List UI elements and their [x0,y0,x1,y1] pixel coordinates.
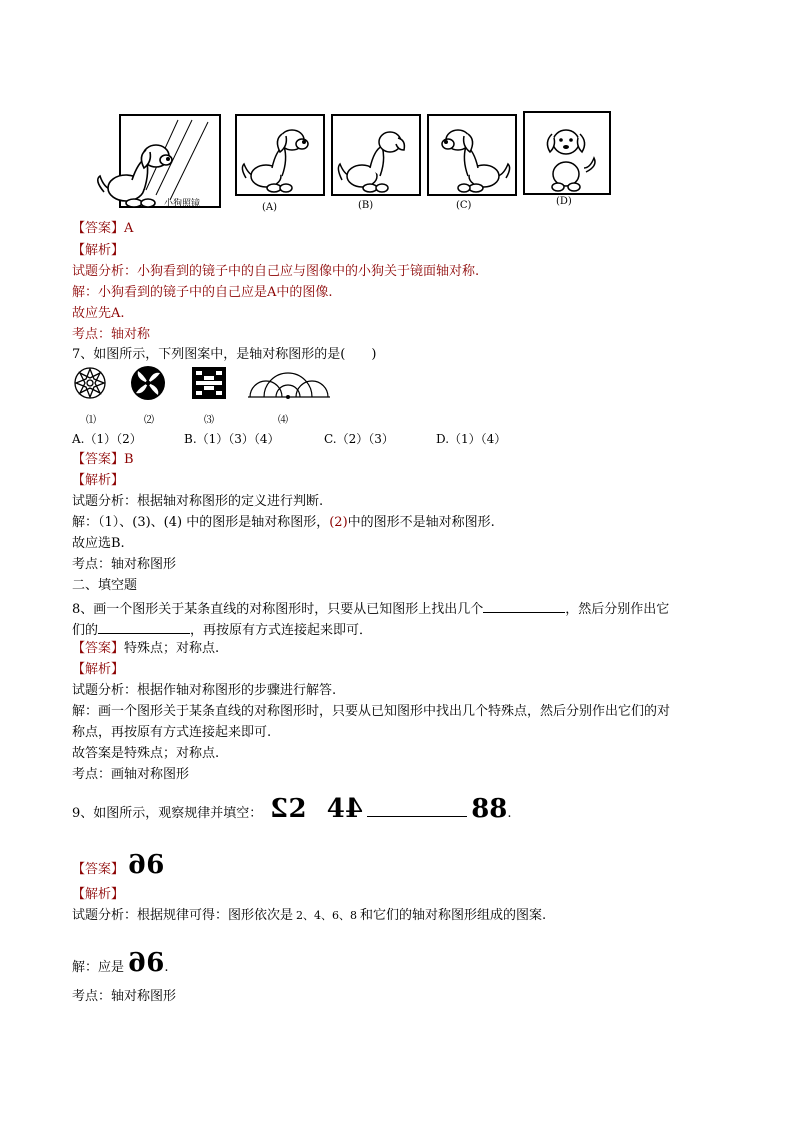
q7-options [72,430,506,448]
mirrored-2: 2 [270,794,289,824]
q9-analysis-label: 【解析】 [72,887,125,902]
answer-value: B [124,452,134,467]
q8-topic: 考点：画轴对称图形 [72,767,190,782]
solution-part-b: (2) [329,515,348,530]
q8-blank-1[interactable] [483,598,565,613]
dog-mirror-figure [86,110,616,220]
q9-analysis [72,907,546,925]
solution-end: . [164,960,169,975]
q9-solution [72,948,168,978]
answer-label: 【答案】 [72,641,125,656]
q8-conclusion: 故答案是特殊点；对称点. [72,746,220,761]
q6-topic: 考点：轴对称 [72,327,151,342]
answer-value: 特殊点；对称点. [124,641,220,656]
q8-text-d: ，再按原有方式连接起来即可． [190,623,373,638]
q8-answer [72,640,219,658]
q8-solution-1: 解：画一个图形关于某条直线的对称图形时，只要从已知图形中找出几个特殊点，然后分别作出它们的对 [72,704,671,719]
analysis-nums: 2、4、6、8 [296,909,358,922]
q8-text-c: 们的 [72,623,99,638]
answer-label: 【答案】 [72,862,125,877]
fig1-label: ⑴ [86,415,96,426]
q7-figures [72,365,362,427]
q8-analysis-label: 【解析】 [72,662,125,677]
q9-question-line [72,794,512,824]
fig2-label: ⑵ [144,415,154,426]
q9-topic: 考点：轴对称图形 [72,989,177,1004]
option-a: A.（1）（2） [72,432,142,446]
fig4-label: ⑷ [278,415,288,426]
option-d: D.（1）（4） [436,432,507,446]
pattern-4: 44 [326,794,363,824]
q7-answer [72,451,134,469]
q6-conclusion: 故应先A. [72,306,125,321]
answer-label: 【答案】 [72,221,125,236]
q6-solution: 解：小狗看到的镜子中的自己应是A中的图像. [72,285,333,300]
q6-analysis: 试题分析：小狗看到的镜子中的自己应与图像中的小狗关于镜面轴对称. [72,264,480,279]
option-d-label: (D) [556,196,572,207]
q9-answer [72,850,164,880]
q8-blank-2[interactable] [98,619,190,634]
q9-blank[interactable] [367,796,467,817]
mirrored-6: 6 [128,948,147,978]
answer-glyph: 66 [128,850,165,880]
q7-question: 7、如图所示，下列图案中，是轴对称图形的是( ) [72,347,377,362]
q8-analysis: 试题分析：根据作轴对称图形的步骤进行解答. [72,683,337,698]
q9-question: 9、如图所示，观察规律并填空： [72,806,263,821]
fig3-label: ⑶ [204,415,214,426]
q7-analysis-label: 【解析】 [72,473,125,488]
solution-part-c: 中的图形不是轴对称图形. [347,515,495,530]
option-c-label: (C) [456,200,472,211]
q8-text-a: 8、画一个图形关于某条直线的对称图形时，只要从已知图形上找出几个 [72,602,484,617]
q8-line1 [72,598,669,619]
answer-label: 【答案】 [72,452,125,467]
analysis-b: 和它们的轴对称图形组成的图案. [360,908,547,923]
mirrored-4: 4 [344,794,363,824]
symmetry-figures [72,365,362,427]
analysis-a: 试题分析：根据规律可得：图形依次是 [72,908,294,923]
q7-analysis: 试题分析：根据轴对称图形的定义进行判断. [72,494,324,509]
section-heading: 二、填空题 [72,578,138,593]
q7-conclusion: 故应选B. [72,536,125,551]
option-c: C.（2）（3） [324,432,394,446]
q6-analysis-label: 【解析】 [72,243,125,258]
q9-end: . [507,806,512,821]
solution-glyph: 66 [128,948,165,978]
q8-line2 [72,619,372,640]
option-a-label: (A) [262,202,278,213]
q7-solution [72,514,495,532]
option-b-label: (B) [358,200,374,211]
q7-topic: 考点：轴对称图形 [72,557,177,572]
solution-part-a: 解：（1）、(3)、(4) 中的图形是轴对称图形， [72,515,330,530]
q8-text-b: ，然后分别作出它 [565,602,670,617]
pattern-8: 88 [471,794,508,824]
answer-value: A [124,221,134,236]
pattern-2: 22 [270,794,307,824]
mirrored-6: 6 [128,850,147,880]
option-b: B.（1）（3）（4） [184,432,280,446]
q8-solution-2: 称点，再按原有方式连接起来即可. [72,725,272,740]
figure-caption: 小狗照镜 [164,199,201,209]
solution-text: 解：应是 [72,960,125,975]
q6-answer [72,220,133,238]
